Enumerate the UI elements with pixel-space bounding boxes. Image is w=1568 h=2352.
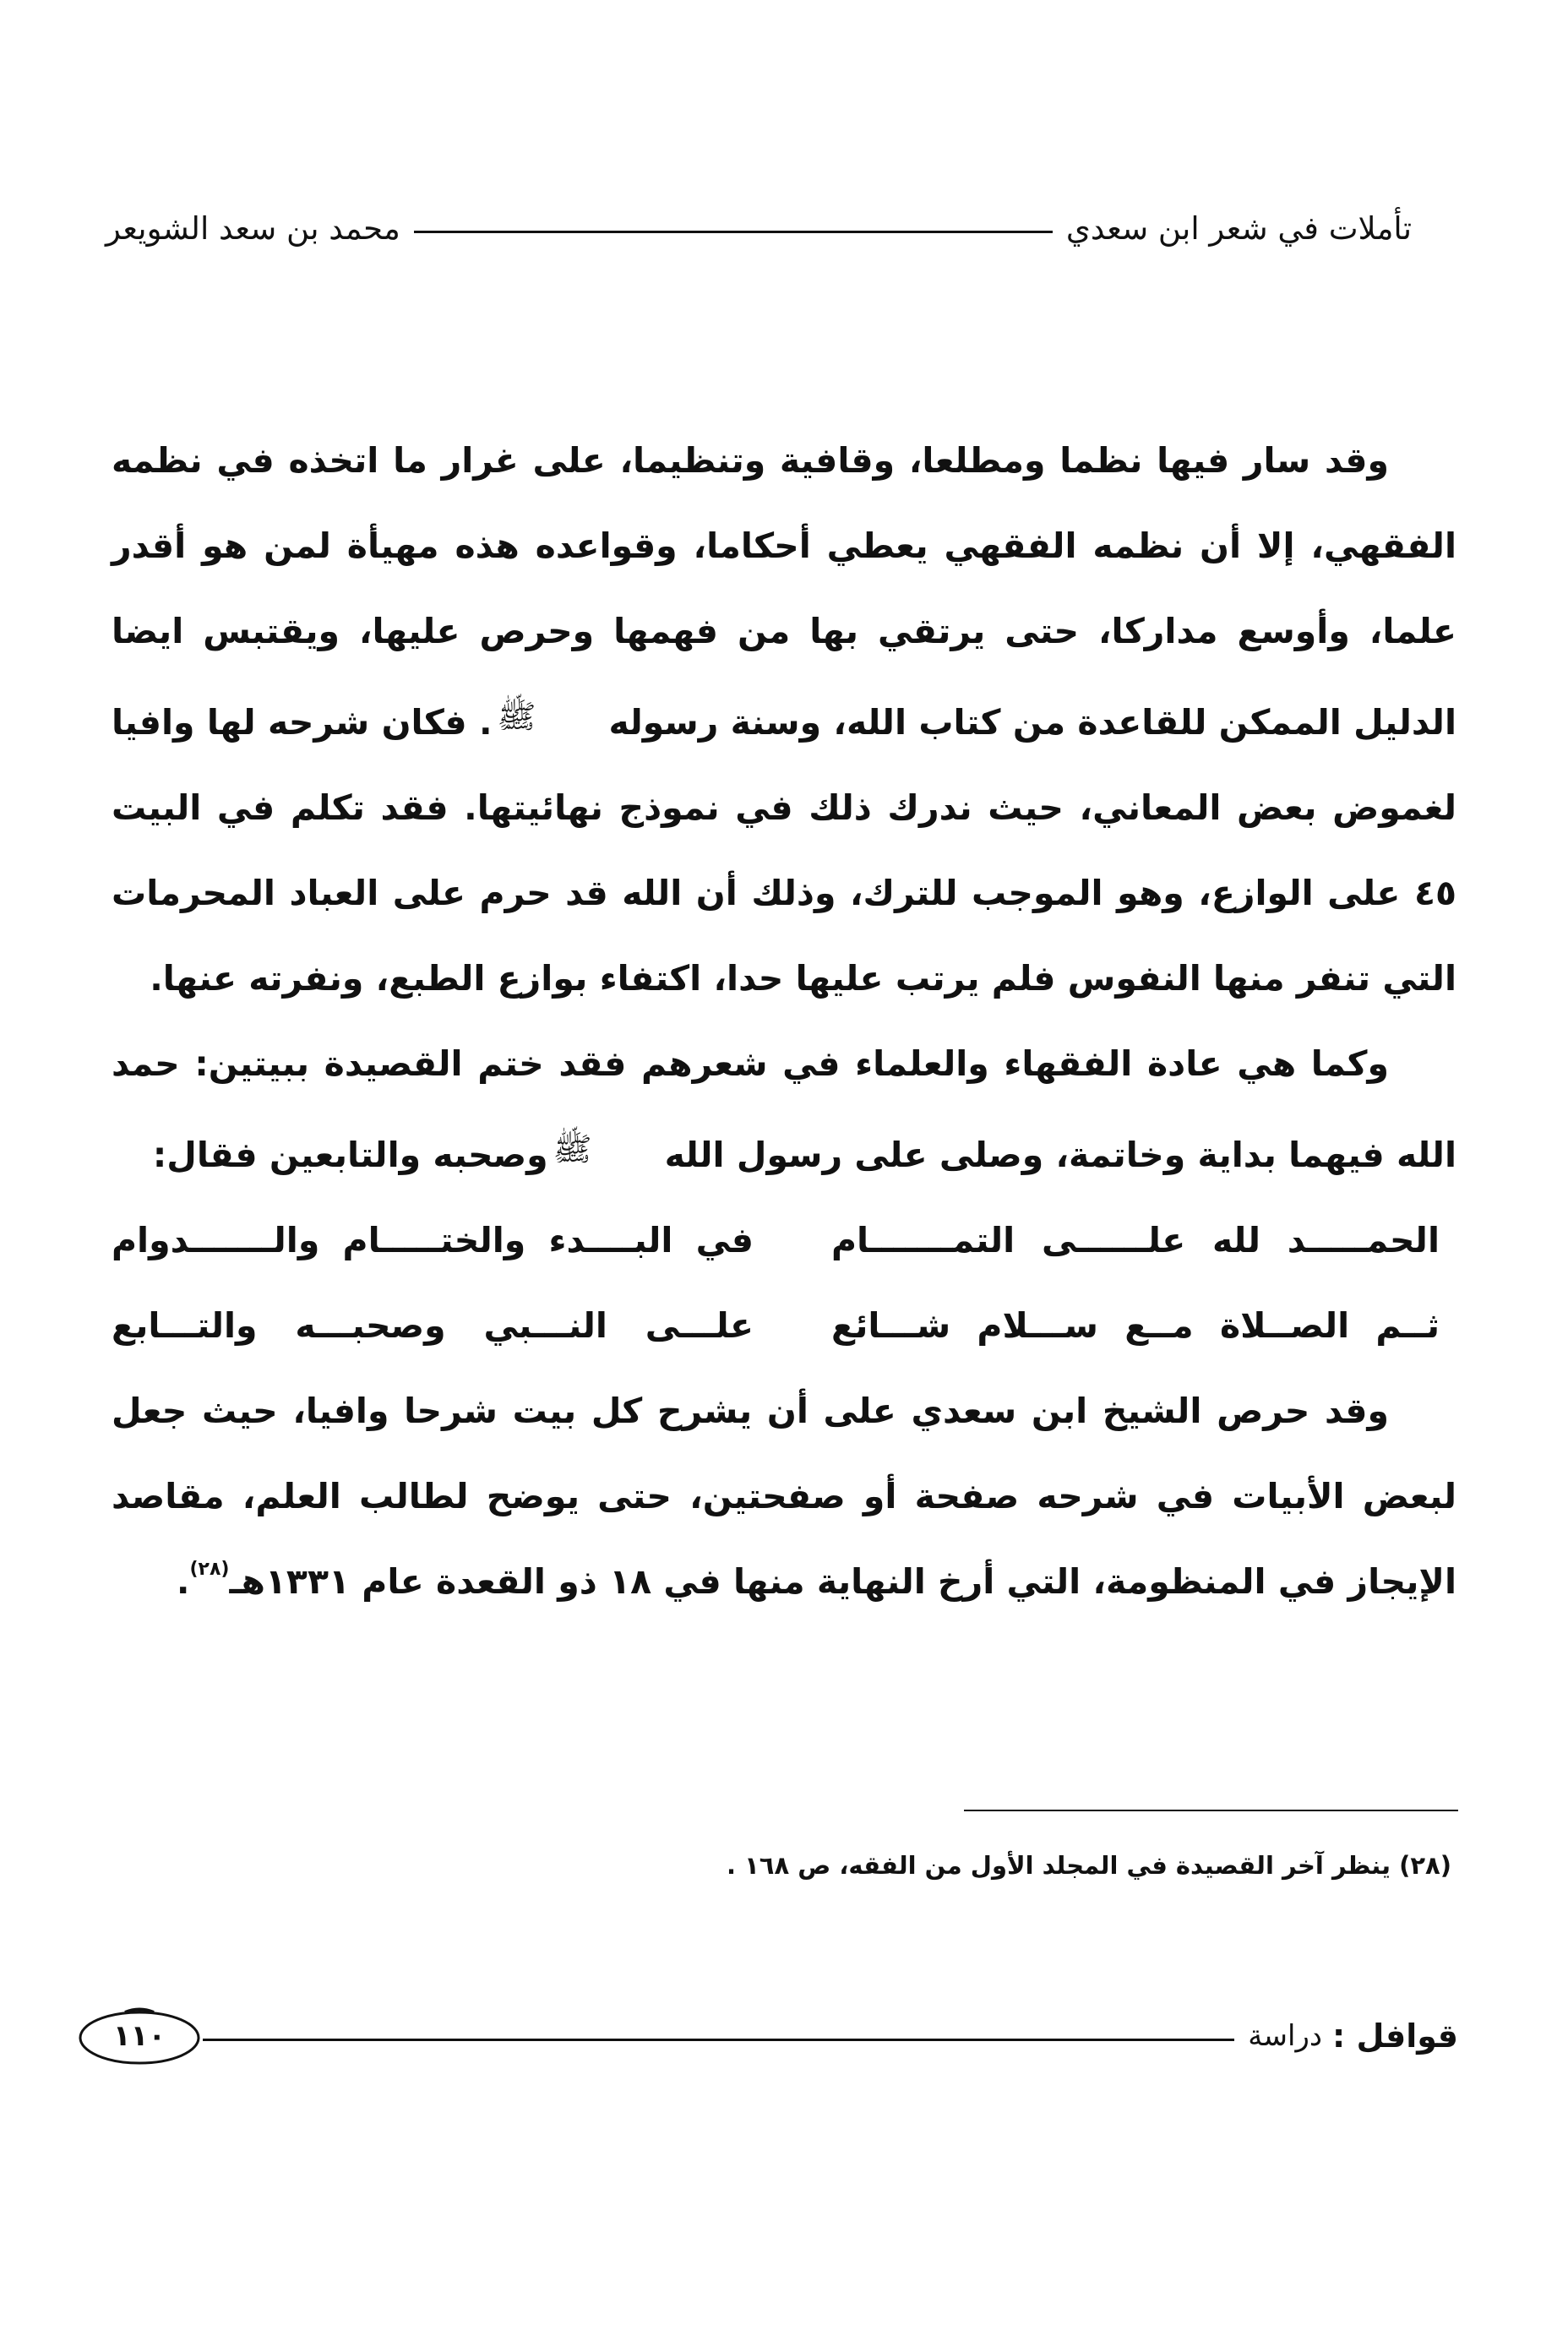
verse-2 (112, 1283, 1456, 1369)
paragraph-1-text-a: وقد سار فيها نظما ومطلعا، وقافية وتنظيما، على غرار ما اتخذه في نظمه الفقهي، إلا أن نظمه الفقهي يعطي أحكاما، وقواعده هذه مهيأة لمن هو أقدر علما، وأوسع مداركا، حتى يرتقي بها من فهمها وحرص عليها، ويقتبس ايضا الدليل الممكن للقاعدة من كتاب الله، وسنة رسوله (112, 440, 1457, 743)
paragraph-2-text-a: وكما هي عادة الفقهاء والعلماء في شعرهم فقد ختم القصيدة ببيتين: حمد الله فيهما بداية وخاتمة، وصلى على رسول الله (112, 1043, 1456, 1175)
page-number-badge (76, 2005, 203, 2067)
verse-1-first-hemistich: الحمـــــد لله علــــــى التمـــــــام (831, 1220, 1440, 1260)
paragraph-1-text-b: . فكان شرحه لها وافيا لغموض بعض المعاني، حيث ندرك ذلك في نموذج نهائيتها. فقد تكلم في البيت ٤٥ على الوازع، وهو الموجب للترك، وذلك أن الله قد حرم على العباد المحرمات التي تنفر منها النفوس فلم يرتب عليها حدا، اكتفاء بوازع الطبع، ونفرته عنها. (112, 702, 1456, 999)
section-name: دراسة (1248, 2019, 1323, 2053)
footnote-reference[interactable]: (٢٨) (189, 1559, 230, 1580)
paragraph-1 (112, 418, 1456, 1021)
author-name: محمد بن سعد الشويعر (106, 210, 400, 247)
running-header (106, 201, 1412, 255)
footnote: (٢٨) ينظر آخر القصيدة في المجلد الأول من الفقه، ص ١٦٨ . (726, 1851, 1451, 1880)
page-footer (76, 1998, 1458, 2074)
paragraph-2-text-b: وصحبه والتابعين فقال: (152, 1135, 548, 1175)
journal-name: قوافل : (1332, 2017, 1458, 2055)
pbuh-glyph: ﷺ (553, 1130, 592, 1168)
book-title: تأملات في شعر ابن سعدي (1065, 210, 1412, 247)
pbuh-glyph: ﷺ (497, 698, 536, 735)
verse-2-first-hemistich: ثــم الصــلاة مــع ســـلام شـــائع (831, 1305, 1440, 1346)
verse-2-second-hemistich: علـــى النـــبي وصحبـــه والتـــابع (112, 1305, 754, 1346)
paragraph-3-end: . (176, 1561, 190, 1602)
footnote-rule (964, 1810, 1458, 1811)
paragraph-3 (112, 1369, 1456, 1625)
verse-1 (112, 1198, 1456, 1283)
verse-1-second-hemistich: في البــــدء والختـــــام والـــــــدوام (112, 1220, 754, 1260)
footer-rule (203, 2039, 1234, 2041)
body-text (112, 418, 1456, 1625)
paragraph-2 (112, 1021, 1456, 1198)
paragraph-3-text: وقد حرص الشيخ ابن سعدي على أن يشرح كل بيت شرحا وافيا، حيث جعل لبعض الأبيات في شرحه صفحة أو صفحتين، حتى يوضح لطالب العلم، مقاصد الإيجاز في المنظومة، التي أرخ النهاية منها في ١٨ ذو القعدة عام ١٣٣١هـ (112, 1391, 1456, 1602)
header-rule (414, 231, 1053, 233)
page-number: ١١٠ (112, 2019, 166, 2053)
